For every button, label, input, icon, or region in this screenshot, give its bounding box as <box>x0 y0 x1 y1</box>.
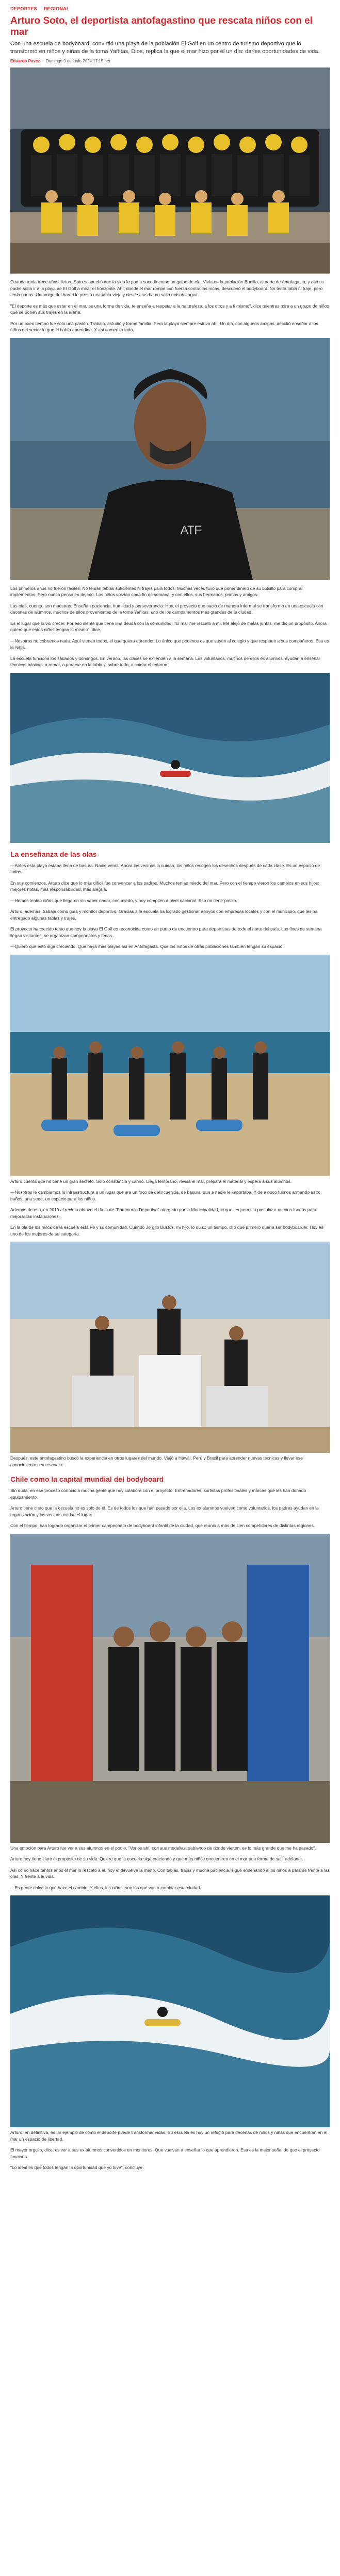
article-title: Arturo Soto, el deportista antofagastino que rescata niños con el mar <box>10 15 313 38</box>
hero-group-photo <box>10 67 330 274</box>
paragraph: Arturo tiene claro que la escuela no es solo de él. Es de todos los que han pasado por ella. Los ex alumnos vuelven como voluntarios, los padres ayudan en la organización y los vecinos cuidan el lugar. <box>10 1505 319 1517</box>
tag-deportes[interactable]: DEPORTES <box>10 6 37 11</box>
article-subtitle: Con una escuela de bodyboard, convirtió una playa de la población El Golf en un centro de turismo deportivo que lo transformó en niños y niñas de la toma Yañitas, Dios, replica la que el mar hizo por él un día: darles oportunidades de vida. <box>10 41 320 55</box>
tag-regional[interactable]: REGIONAL <box>43 6 70 11</box>
paragraph: —Nosotros no cobramos nada. Aquí vienen todos, el que quiera aprender. Lo único que pedimos es que vayan al colegio y que respeten a sus compañeros. Esa es la regla. <box>10 638 329 650</box>
paragraph: La escuela funciona los sábados y domingos. En verano, las clases se extienden a la semana. Los voluntarios, muchos de ellos ex alumnos, ayudan a enseñar técnicas básicas, a remar, a pararse en la tabla y, sobre todo, a cuidar el entorno. <box>10 655 320 667</box>
paragraph: Sin duda, en ese proceso conoció a mucha gente que hoy colabora con el proyecto. Entrenadores, surfistas profesionales y marcas que les han donado equipamiento. <box>10 1488 306 1500</box>
tag-list <box>10 0 330 11</box>
paragraph: Con el tiempo, han logrado organizar el primer campeonato de bodyboard infantil de la ciudad, que reunió a más de cien competidores de distintas regiones. <box>10 1523 315 1528</box>
svg-text:ATF: ATF <box>181 523 201 536</box>
paragraph: —Nosotros le cambiamos la infraestructura a un lugar que era un foco de delincuencia, de basura, que a nadie le importaba. Y de a poco fuimos armando esto: baños, una sede, un espacio para los niños. <box>10 1190 320 1201</box>
paragraph: Cuando tenía trece años, Arturo Soto sospechó que la vida le podía sacudir como un golpe de ola. Vivía en la población Bonilla, al norte de Antofagasta, y con su padre solía ir a la playa de El Golf a mirar el horizonte. Ahí, donde el mar rompe con fuerza contra las rocas, descubrió el bodyboard. No tenía tabla ni traje, pero tenía ganas. Un amigo del barrio le prestó una tabla vieja y desde ese día no salió más del agua. <box>10 279 324 297</box>
author-link[interactable]: Eduardo Pavez <box>10 59 40 63</box>
paragraph: —Es gente chica la que hace el cambio. Y ellos, los niños, son los que van a cambiar esta ciudad. <box>10 1885 201 1890</box>
paragraph: El mayor orgullo, dice, es ver a sus ex alumnos convertidos en monitores. Que vuelvan a enseñar lo que aprendieron. Esa es la mejor señal de que el proyecto funciona. <box>10 2147 320 2159</box>
paragraph: Los primeros años no fueron fáciles. No tenían tablas suficientes ni trajes para todos. Muchas veces tuvo que poner dinero de su bolsillo para comprar implementos. Pero nunca pensó en dejarlo. Los niños volvían cada fin de semana, y con ellos, sus hermanos, primos y amigos. <box>10 585 303 597</box>
section-heading: La enseñanza de las olas <box>10 850 97 858</box>
paragraph: En sus comienzos, Arturo dice que lo más difícil fue convencer a los padres. Muchos tenían miedo del mar. Pero con el tiempo vieron los cambios en sus hijos: mejores notas, más responsabilidad, más alegría. <box>10 880 319 892</box>
publish-date: Domingo 9 de junio 2024 17:15 hrs <box>45 59 110 63</box>
paragraph: —Antes esta playa estaba llena de basura. Nadie venía. Ahora los vecinos la cuidan, los niños recogen los desechos después de cada clase. Es un espacio de todos. <box>10 862 320 874</box>
paragraph: "Lo ideal es que todos tengan la oportunidad que yo tuve", concluye. <box>10 2165 144 2170</box>
paragraph: Es el lugar que lo vio crecer. Por eso siente que tiene una deuda con la comunidad. "El mar me rescató a mí. Me alejó de malas juntas, me dio un propósito. Ahora quiero que estos niños tengan lo mismo", dice. <box>10 620 327 632</box>
paragraph: Además de eso, en 2019 el recinto obtuvo el título de "Patrimonio Deportivo" otorgado por la Municipalidad, lo que les permitió postular a nuevos fondos para mejorar las instalaciones. <box>10 1207 316 1219</box>
beach-kids-photo <box>10 955 330 1176</box>
paragraph: Arturo hoy tiene claro el propósito de su vida. Quiere que la escuela siga creciendo y que más niños encuentren en el mar una forma de salir adelante. <box>10 1856 303 1861</box>
paragraph: Así como hace tantos años el mar lo rescató a él, hoy él devuelve la mano. Con tablas, trajes y mucha paciencia, sigue enseñando a los niños a pararse frente a las olas. Y frente a la vida. <box>10 1867 330 1879</box>
surfer-photo <box>10 673 330 843</box>
paragraph: Después, este antofagastino buscó la experiencia en otros lugares del mundo. Viajó a Hawái, Perú y Brasil para aprender nuevas técnicas y llevar ese conocimiento a su escuela. <box>10 1455 303 1467</box>
paragraph: Arturo, en definitiva, es un ejemplo de cómo el deporte puede transformar vidas. Su escuela es hoy un refugio para decenas de niños y niñas que encuentran en el mar un espacio de libertad. <box>10 2130 328 2142</box>
group-sign-photo <box>10 1534 330 1843</box>
paragraph: Por un buen tiempo fue solo una pasión. Trabajó, estudió y formó familia. Pero la playa siempre estuvo ahí. Un día, con algunos amigos, decidió enseñar a los niños del sector lo que él había aprendido. Y así comenzó todo. <box>10 320 318 332</box>
portrait-photo <box>10 338 330 580</box>
section-heading: Chile como la capital mundial del bodyboard <box>10 1475 164 1483</box>
paragraph: "El deporte es más que estar en el mar, es una forma de vida, te enseña a respetar a la naturaleza, a los otros y a ti mismo", dice mientras mira a un grupo de niños que se ponen sus trajes en la arena. <box>10 303 329 315</box>
paragraph: Las olas, cuenta, son maestras. Enseñan paciencia, humildad y perseverancia. Hoy, el proyecto que nació de manera informal se transformó en una escuela con decenas de alumnos, muchos de ellos provenientes de la toma Yañitas, uno de los campamentos más grandes de la ciudad. <box>10 603 323 615</box>
paragraph: Una emoción para Arturo fue ver a sus alumnos en el podio. "Verlos ahí, con sus medallas, sabiendo de dónde vienen, es lo más grande que me ha pasado". <box>10 1845 316 1851</box>
paragraph: En la ola de los niños de la escuela está Fe y su comunidad. Cuando Jorgito Bustos, mi hijo, lo quiso un tiempo, dijo que primero quería ser bodyboarder. Hoy es uno de los mejores de su categoría. <box>10 1225 323 1236</box>
podium-photo <box>10 1242 330 1453</box>
byline: Eduardo Pavez · Domingo 9 de junio 2024 17:15 hrs <box>10 59 110 63</box>
paragraph: Arturo cuenta que no tiene un gran secreto. Solo constancia y cariño. Llega temprano, revisa el mar, prepara el material y espera a sus alumnos. <box>10 1178 292 1184</box>
paragraph: —Quiero que esto siga creciendo. Que haya más playas así en Antofagasta. Que los niños de otras poblaciones también tengan su espacio. <box>10 944 284 949</box>
paragraph: El proyecto ha crecido tanto que hoy la playa El Golf es reconocida como un punto de encuentro para deportistas de todo el norte del país. Los fines de semana llegan visitantes, se organizan campeonatos y ferias. <box>10 926 322 938</box>
paragraph: Arturo, además, trabaja como guía y monitor deportivo. Gracias a la escuela ha logrado gestionar apoyos con empresas locales y con el municipio, que les ha entregado algunas tablas y trajes. <box>10 909 318 921</box>
wave-photo <box>10 1895 330 2127</box>
paragraph: —Hemos tenido niños que llegaron sin saber nadar, con miedo, y hoy compiten a nivel nacional. Eso no tiene precio. <box>10 897 237 903</box>
